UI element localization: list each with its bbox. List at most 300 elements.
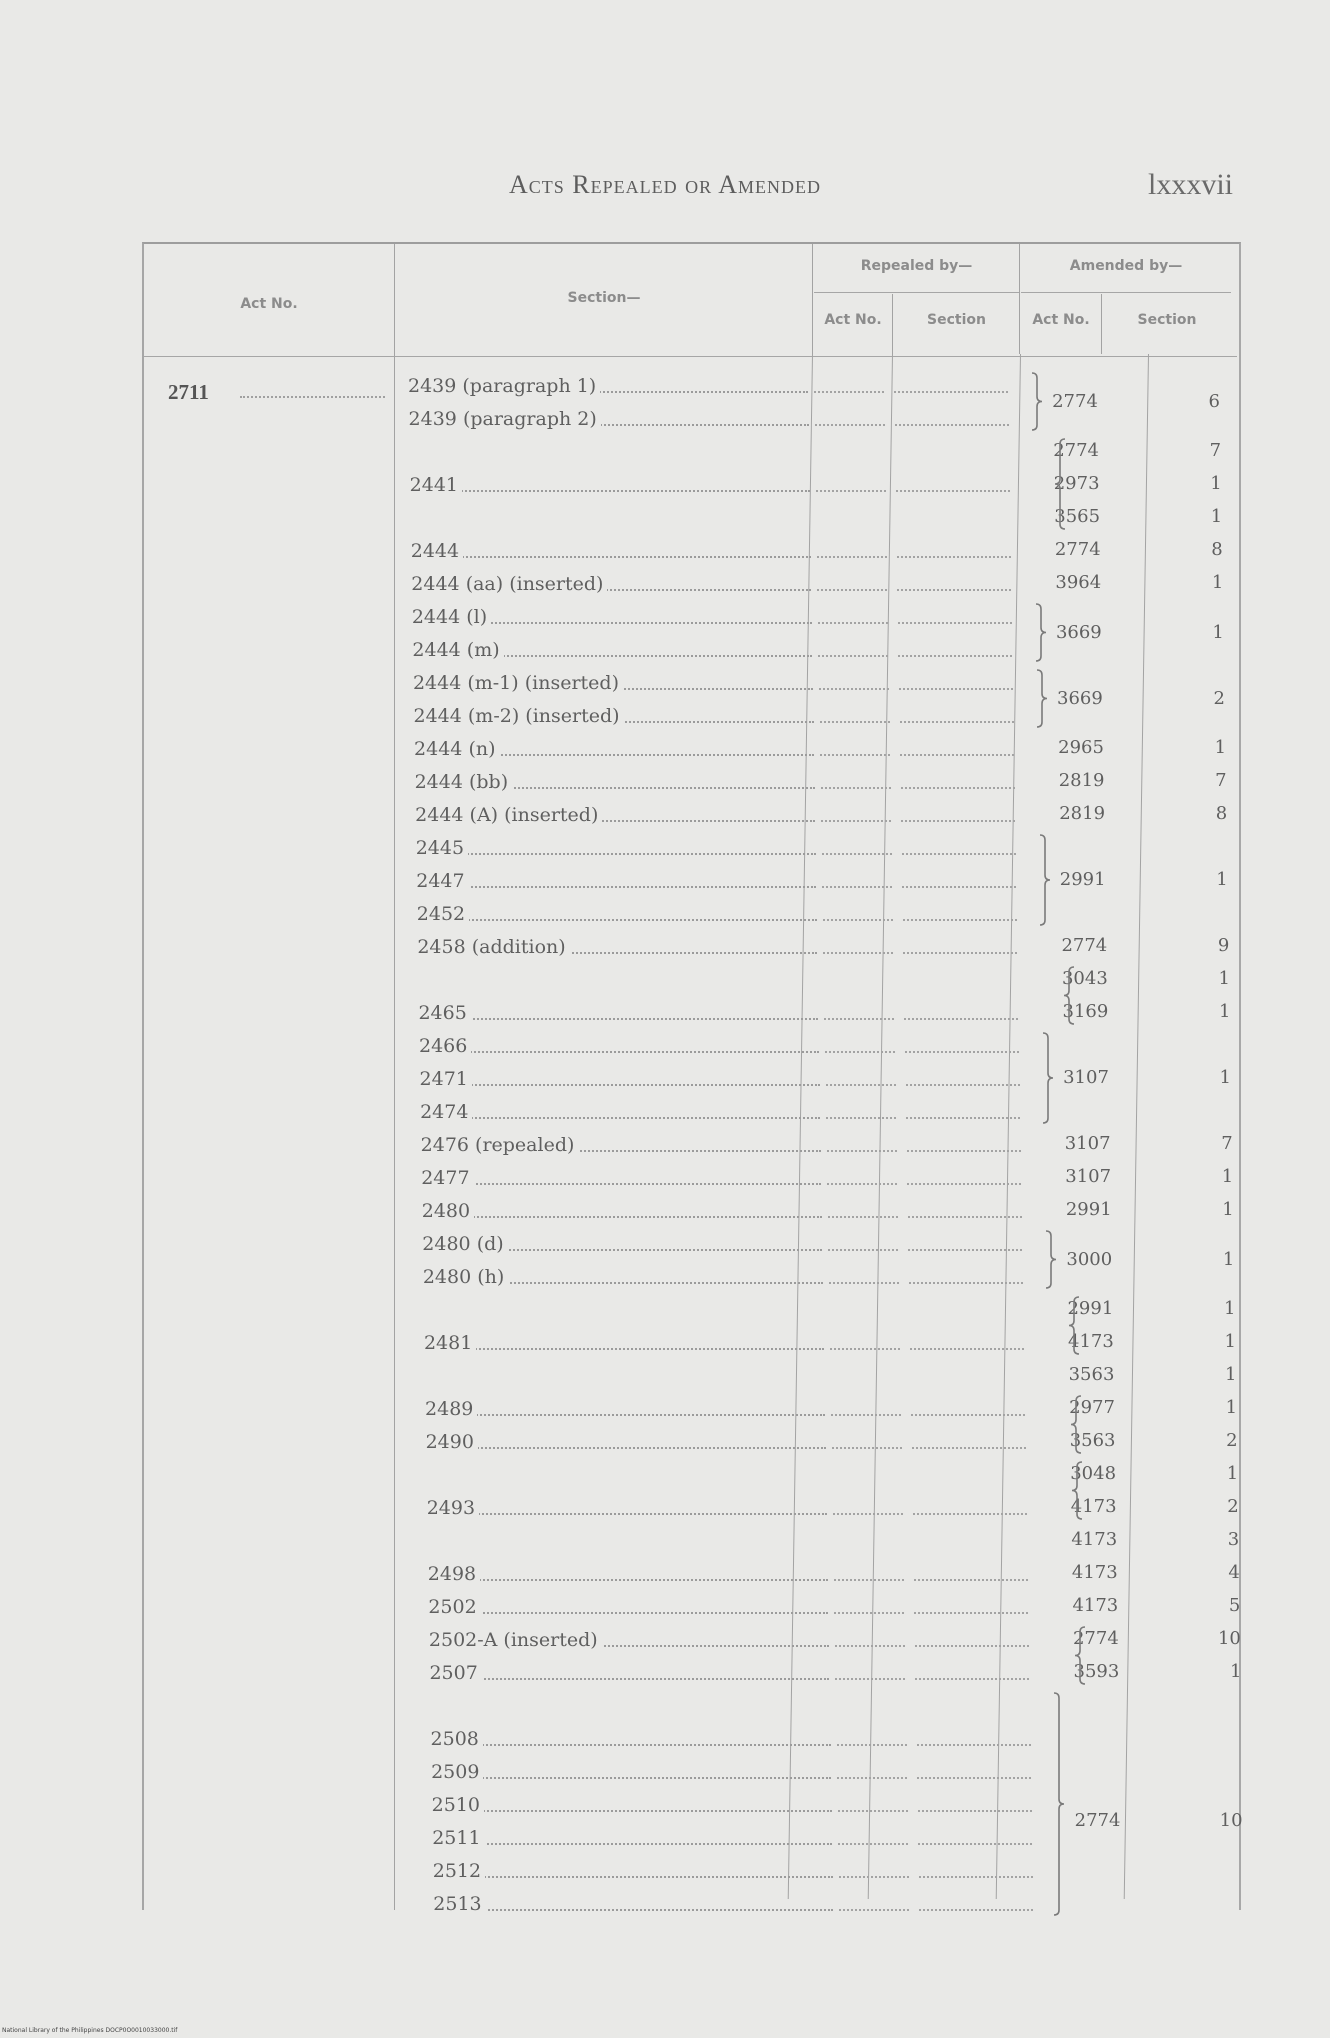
repealed-section-leader [898,869,1020,893]
amended-act-number: 4173 [1071,1562,1118,1583]
section-label: 2441 [410,474,462,496]
bracket-brace [1067,1296,1079,1355]
repealed-section-leader [892,473,1014,497]
amended-act-number: 3000 [1066,1248,1113,1270]
bracket-brace [1053,438,1065,530]
section-cell [413,671,813,695]
repealed-section-leader [902,1067,1024,1091]
dot-leader [433,1909,833,1911]
amended-act-number: 3669 [1055,621,1102,643]
section-label: 2447 [416,870,468,892]
section-cell [421,1133,821,1157]
section-label: 2445 [416,837,468,859]
repealed-act-leader [815,671,893,695]
section-cell [411,539,811,563]
section-cell [428,1595,828,1619]
bracket-brace [1052,1692,1064,1916]
section-cell [421,1166,821,1190]
table-row [411,572,1051,596]
section-cell [430,1694,830,1718]
section-cell [420,1100,820,1124]
repealed-act-leader [830,1562,908,1586]
repealed-section-leader [901,1034,1023,1058]
section-label: 2489 [425,1398,477,1420]
amended-section-number: 1 [1222,1199,1234,1220]
table-row [422,1199,1062,1223]
repealed-section-leader [898,836,1020,860]
section-label: 2458 (addition) [417,936,569,958]
section-cell [416,836,816,860]
dot-leader [420,1084,820,1086]
section-label: 2512 [433,1860,485,1882]
repealed-section-leader [895,671,1017,695]
table-row [418,968,1058,992]
repealed-act-leader [825,1265,903,1289]
section-cell [409,440,809,464]
section-label: 2444 (m-1) (inserted) [413,672,623,694]
amended-section-number: 1 [1225,1397,1238,1418]
table-row [431,1760,1071,1784]
amended-act-number: 3565 [1054,506,1101,527]
repealed-section-leader [915,1859,1037,1883]
amended-act-number: 3048 [1070,1463,1117,1484]
repealed-section-leader [896,704,1018,728]
amended-section-number: 1 [1223,1298,1236,1319]
section-cell [408,374,808,398]
table-row [417,902,1057,926]
repealed-act-leader [813,572,891,596]
repealed-section-leader [903,1133,1025,1157]
table-row [420,1067,1060,1091]
repealed-act-leader [833,1760,911,1784]
section-label: 2502-A (inserted) [429,1629,602,1651]
repealed-section-leader [899,935,1021,959]
section-cell [429,1628,829,1652]
dot-leader [424,1348,824,1350]
amended-section-number: 1 [1219,1067,1231,1088]
table-row [430,1694,1070,1718]
amended-section-number: 2 [1227,1496,1239,1517]
section-label: 2439 (paragraph 1) [408,375,600,397]
repealed-act-leader [823,1133,901,1157]
repealed-act-leader [820,1001,898,1025]
repealed-act-leader [821,1034,899,1058]
amended-section-number: 10 [1217,1628,1241,1649]
section-cell [422,1199,822,1223]
section-cell [410,506,810,530]
table-row [415,803,1055,827]
section-cell [425,1364,825,1388]
header-amended-act-no: Act No. [1032,312,1090,328]
dot-leader [431,1777,831,1779]
section-cell [427,1496,827,1520]
amended-act-number: 3107 [1065,1166,1112,1187]
section-cell [426,1463,826,1487]
table-row [414,737,1054,761]
header-rule-repealed [814,292,1019,293]
amended-section-number: 1 [1222,1248,1235,1270]
dot-leader [426,1447,826,1449]
repealed-act-leader [827,1397,905,1421]
amended-act-number: 2991 [1065,1199,1112,1220]
section-cell [415,803,815,827]
table-row [426,1463,1066,1487]
repealed-section-leader [891,407,1013,431]
amended-section-number: 1 [1210,506,1223,527]
section-label: 2508 [431,1728,483,1750]
header-amended-by: Amended by— [1069,258,1183,274]
amended-act-number: 4173 [1068,1331,1114,1352]
dot-leader [417,919,817,921]
amended-act-number: 4173 [1072,1595,1119,1616]
repealed-section-leader [899,902,1021,926]
section-cell [409,407,809,431]
bracket-brace [1041,1032,1053,1124]
table-row [412,605,1052,629]
table-row [433,1859,1073,1883]
repealed-act-leader [817,803,895,827]
table-row [411,539,1051,563]
dot-leader [428,1612,828,1614]
repealed-section-leader [904,1232,1026,1256]
table-row [433,1892,1073,1916]
repealed-act-leader [830,1595,908,1619]
repealed-section-leader [902,1100,1024,1124]
section-cell [427,1529,827,1553]
repealed-act-leader [812,473,890,497]
repealed-section-leader [893,572,1015,596]
col-divider-repealed-section [1019,244,1020,354]
header-rule-amended [1021,292,1231,293]
repealed-act-leader [835,1859,913,1883]
repealed-section-leader [911,1661,1033,1685]
repealed-section-leader [897,770,1019,794]
col-divider-section [812,244,813,354]
section-cell [424,1331,824,1355]
table-row [416,869,1056,893]
amended-section-number: 1 [1229,1661,1242,1682]
section-cell [432,1826,832,1850]
section-cell [416,869,816,893]
repealed-section-leader [914,1826,1036,1850]
amended-act-number: 3563 [1069,1430,1116,1451]
repealed-section-leader [908,1430,1030,1454]
amended-act-number: 3107 [1063,1067,1109,1088]
section-cell [412,605,812,629]
section-cell [417,935,817,959]
table-row [412,638,1052,662]
section-cell [418,968,818,992]
amended-section-number: 2 [1226,1430,1238,1451]
amended-section-number: 1 [1225,1364,1237,1385]
repealed-section-leader [900,1001,1022,1025]
amended-section-number: 1 [1214,737,1227,758]
repealed-section-leader [893,539,1015,563]
section-label: 2502 [428,1596,480,1618]
table-row [429,1628,1069,1652]
table-row [432,1826,1072,1850]
repealed-act-leader [813,539,891,563]
section-cell [422,1232,822,1256]
repealed-section-leader [896,737,1018,761]
section-label: 2466 [419,1035,471,1057]
repealed-act-leader [828,1430,906,1454]
table-row [410,473,1050,497]
repealed-act-leader [819,935,897,959]
header-repealed-act-no: Act No. [824,312,882,328]
table-row [417,935,1057,959]
section-cell [417,902,817,926]
section-label: 2481 [424,1332,476,1354]
col-divider-repealed-act [892,294,893,354]
amended-act-number: 2774 [1074,1809,1121,1831]
repealed-section-leader [913,1760,1035,1784]
amended-section-number: 3 [1227,1529,1240,1550]
repealed-section-leader [910,1562,1032,1586]
repealed-section-leader [906,1331,1028,1355]
repealed-act-leader [817,770,895,794]
repealed-section-leader [911,1628,1033,1652]
section-cell [429,1661,829,1685]
table-row [410,506,1050,530]
section-cell [411,572,811,596]
table-row [428,1595,1068,1619]
amended-section-number: 6 [1208,390,1220,412]
section-label: 2480 (h) [423,1266,508,1288]
table-row [420,1100,1060,1124]
section-label: 2444 (m-2) (inserted) [414,705,624,727]
amended-act-number: 2819 [1059,803,1106,824]
section-label: 2444 (l) [412,606,491,628]
page-number: lxxxvii [1147,168,1233,201]
scan-footer: National Library of the Philippines DOCP0O0010033000.tif [2,2027,178,2034]
amended-act-number: 2819 [1058,770,1105,791]
dot-leader [427,1513,827,1515]
table-row [426,1430,1066,1454]
section-cell [412,638,812,662]
section-label: 2444 (m) [412,639,503,661]
amended-act-number: 2973 [1053,473,1100,494]
section-cell [428,1562,828,1586]
amended-section-number: 8 [1211,539,1223,560]
repealed-section-leader [914,1793,1036,1817]
repealed-act-leader [822,1067,900,1091]
dot-leader [410,490,810,492]
section-label: 2444 (A) (inserted) [415,804,602,826]
dot-leader [422,1216,822,1218]
amended-act-number: 3964 [1055,572,1102,593]
table-row [427,1496,1067,1520]
table-row [415,770,1055,794]
amended-section-number: 1 [1210,473,1222,494]
dot-leader [421,1183,821,1185]
table-row [424,1331,1064,1355]
section-label: 2509 [431,1761,483,1783]
amended-section-number: 1 [1216,869,1228,890]
repealed-section-leader [909,1496,1031,1520]
section-cell [415,770,815,794]
repealed-act-leader [835,1892,913,1916]
table-row [421,1133,1061,1157]
dot-leader [425,1414,825,1416]
section-label: 2480 [422,1200,474,1222]
amended-section-number: 1 [1221,1166,1234,1187]
table-row [429,1661,1069,1685]
repealed-section-leader [910,1595,1032,1619]
repealed-act-leader [826,1331,904,1355]
section-label: 2444 (aa) (inserted) [411,573,607,595]
dot-leader [416,886,816,888]
section-label: 2493 [427,1497,479,1519]
repealed-act-leader [823,1166,901,1190]
section-cell [418,1001,818,1025]
dot-leader [418,1018,818,1020]
repealed-section-leader [894,605,1016,629]
amended-act-number: 3563 [1068,1364,1115,1385]
section-cell [423,1265,823,1289]
section-label: 2498 [428,1563,480,1585]
repealed-act-leader [834,1826,912,1850]
bracket-brace [1038,834,1050,926]
repealed-section-leader [905,1265,1027,1289]
amended-act-number: 2965 [1058,737,1104,758]
header-repealed-by: Repealed by— [860,258,973,274]
amended-section-number: 9 [1217,935,1230,956]
bracket-brace [1034,603,1046,662]
section-cell [431,1760,831,1784]
section-cell [432,1793,832,1817]
amended-act-number: 2991 [1067,1298,1114,1319]
header-repealed-section: Section [927,312,986,328]
repealed-section-leader [913,1727,1035,1751]
section-cell [433,1859,833,1883]
amended-section-number: 2 [1213,687,1225,709]
col-divider-act [394,244,395,1910]
repealed-act-leader [819,902,897,926]
table-row [416,836,1056,860]
amended-act-number: 2977 [1069,1397,1115,1418]
amended-act-number: 2774 [1052,390,1098,412]
table-row [409,407,1049,431]
dot-leader [432,1843,832,1845]
section-cell [420,1067,820,1091]
table-row [432,1793,1072,1817]
table-row [425,1397,1065,1421]
table-row [419,1034,1059,1058]
header-act-no: Act No. [240,296,298,312]
amended-section-number: 5 [1228,1595,1241,1616]
bracket-brace [1035,669,1047,728]
repealed-act-leader [824,1232,902,1256]
section-label: 2511 [432,1827,484,1849]
section-cell [425,1397,825,1421]
repealed-act-leader [816,737,894,761]
repealed-section-leader [915,1892,1037,1916]
amended-section-number: 10 [1219,1809,1243,1831]
table-row [422,1232,1062,1256]
amended-section-number: 8 [1215,803,1228,824]
act-number: 2711 [168,380,209,404]
dot-leader [419,1051,819,1053]
header-section: Section— [567,290,641,306]
table-row [408,374,1048,398]
amended-act-number: 3593 [1073,1661,1120,1682]
amended-act-number: 4173 [1070,1496,1117,1517]
bracket-brace [1069,1395,1081,1454]
repealed-section-leader [890,374,1012,398]
dot-leader [420,1117,820,1119]
amended-section-number: 1 [1211,572,1224,593]
amended-act-number: 2991 [1059,869,1106,890]
header-bottom-rule [144,356,1237,357]
table-row [418,1001,1058,1025]
bracket-brace [1044,1230,1056,1289]
repealed-act-leader [810,374,888,398]
repealed-act-leader [816,704,894,728]
table-row [423,1298,1063,1322]
section-label: 2476 (repealed) [421,1134,579,1156]
repealed-act-leader [834,1793,912,1817]
amended-act-number: 2774 [1054,539,1101,560]
bracket-brace [1070,1461,1082,1520]
section-label: 2439 (paragraph 2) [409,408,601,430]
repealed-act-leader [811,407,889,431]
amended-section-number: 1 [1218,968,1230,989]
section-cell [433,1892,833,1916]
amended-act-number: 3043 [1061,968,1108,989]
table-row [425,1364,1065,1388]
section-label: 2490 [426,1431,478,1453]
section-label: 2452 [417,903,469,925]
table-row [428,1562,1068,1586]
section-label: 2513 [433,1893,485,1915]
section-cell [410,473,810,497]
repealed-act-leader [833,1727,911,1751]
table-row [409,440,1049,464]
section-cell [419,1034,819,1058]
dot-leader [429,1678,829,1680]
repealed-act-leader [814,638,892,662]
amended-act-number: 3169 [1062,1001,1109,1022]
repealed-act-leader [814,605,892,629]
dot-leader [433,1876,833,1878]
section-cell [414,704,814,728]
amended-section-number: 1 [1224,1331,1236,1352]
amended-section-number: 1 [1212,621,1224,643]
section-cell [426,1430,826,1454]
amended-section-number: 4 [1228,1562,1240,1583]
dot-leader [431,1744,831,1746]
dot-leader [428,1579,828,1581]
repealed-section-leader [907,1397,1029,1421]
section-label: 2474 [420,1101,472,1123]
section-label: 2471 [420,1068,472,1090]
table-row [414,704,1054,728]
table-row [413,671,1053,695]
amended-act-number: 3107 [1064,1133,1111,1154]
section-cell [423,1298,823,1322]
amended-section-number: 1 [1218,1001,1231,1022]
amended-section-number: 7 [1209,440,1222,461]
repealed-section-leader [897,803,1019,827]
col-divider-amended-act [1101,294,1102,354]
bracket-brace [1030,372,1042,431]
section-cell [414,737,814,761]
table-row [431,1727,1071,1751]
dot-leader [432,1810,832,1812]
section-cell [431,1727,831,1751]
dot-leader [416,853,816,855]
